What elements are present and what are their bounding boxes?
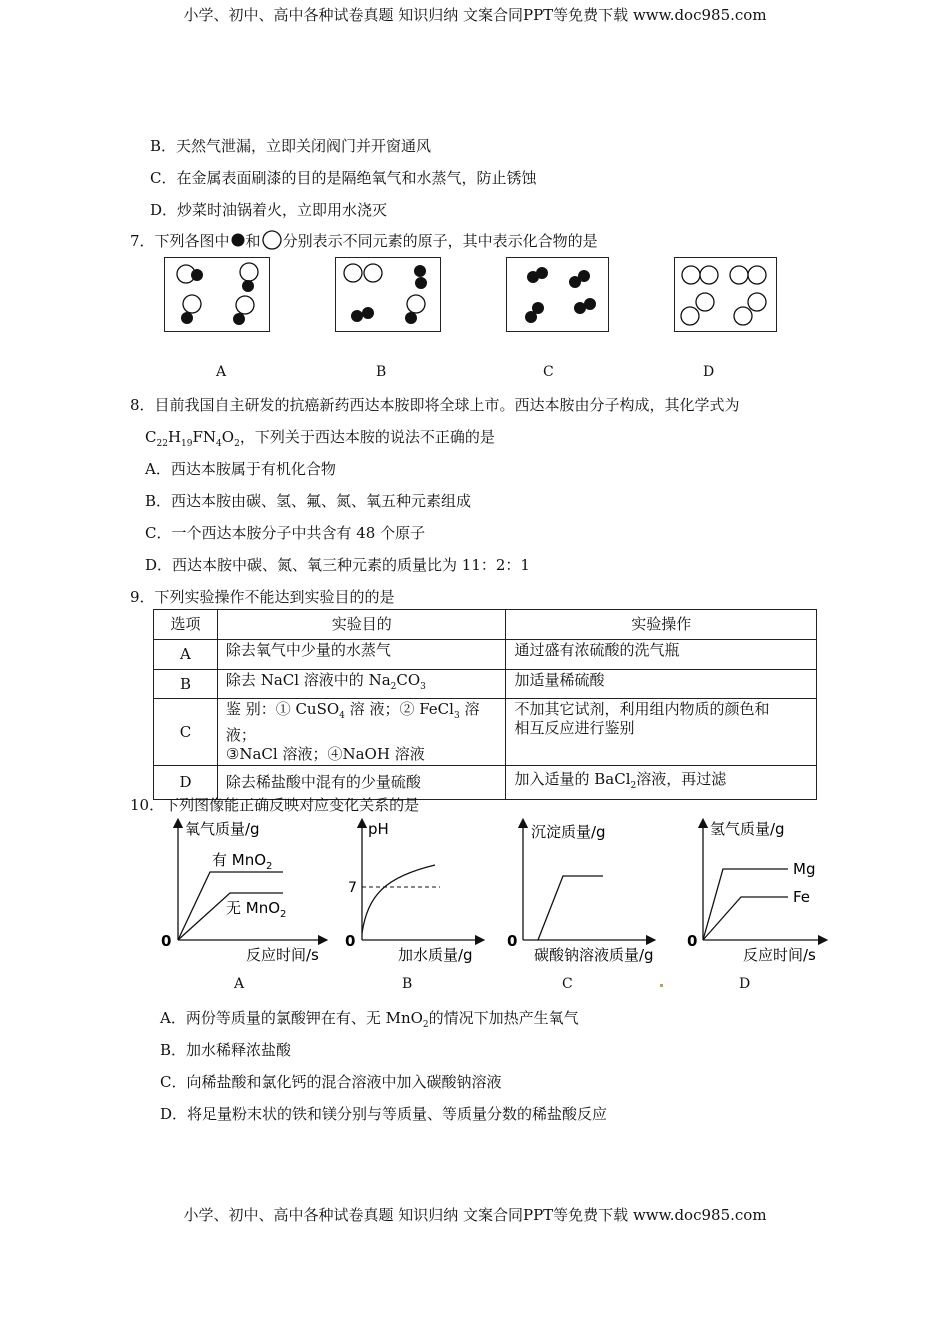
table-header-row (154, 610, 817, 640)
row-c-operation (506, 699, 817, 766)
header-option: 选项 (154, 610, 218, 640)
row-a-option: A (154, 640, 218, 670)
graph-a-origin: 0 (161, 932, 172, 950)
graph-b-ph-curve (362, 865, 435, 933)
q10-option-a-sub: 2 (422, 1020, 429, 1030)
q10-option-a-text-2: 的情况下加热产生氧气 (428, 1009, 579, 1027)
page-footer: 小学、初中、高中各种试卷真题 知识归纳 文案合同PPT等免费下载 www.doc985.com (183, 1206, 767, 1224)
row-b-sub-2: 3 (420, 682, 426, 692)
q10-label-d: D (739, 976, 751, 992)
row-d-op-text: 加入适量的 BaCl (514, 769, 631, 788)
q9-stem: 9．下列实验操作不能达到实验目的的是 (130, 588, 395, 606)
q7-stem-part1: 7．下列各图中 (130, 232, 230, 250)
q10-label-c: C (562, 976, 573, 992)
graph-c-ylabel: 沉淀质量/g (531, 823, 606, 841)
q8-formula-h: H (167, 428, 182, 446)
q8-option-c: C．一个西达本胺分子中共含有 48 个原子 (145, 524, 426, 542)
q10-option-a (160, 1007, 579, 1030)
graph-b (340, 815, 490, 965)
header-purpose: 实验目的 (217, 610, 506, 640)
q7-stem-part2: 和 (245, 232, 261, 250)
graph-d-mg-label: Mg (793, 860, 816, 878)
graph-c (506, 815, 671, 965)
row-c-p1-sub: 4 (339, 711, 345, 721)
row-c-purpose-line3: ③NaCl 溶液；④NaOH 溶液 (225, 745, 425, 763)
q7-diagram-d (674, 257, 777, 332)
graph-c-precipitate-curve (538, 876, 603, 940)
q10-option-a-text: A．两份等质量的氯酸钾在有、无 MnO (160, 1009, 423, 1027)
q8-formula-o: O (221, 428, 235, 446)
q10-option-d: D．将足量粉末状的铁和镁分别与等质量、等质量分数的稀盐酸反应 (160, 1105, 608, 1123)
q10-option-c: C．向稀盐酸和氯化钙的混合溶液中加入碳酸钠溶液 (160, 1073, 502, 1091)
graph-d (683, 815, 843, 965)
q8-formula-c-count: 22 (156, 439, 168, 449)
row-b-option: B (154, 670, 218, 699)
table-row (154, 699, 817, 766)
row-d-purpose: 除去稀盐酸中混有的少量硫酸 (217, 766, 506, 800)
row-c-p2: 溶 液；② FeCl (344, 700, 454, 718)
graph-d-ylabel: 氢气质量/g (710, 820, 785, 838)
q10-label-b: B (402, 976, 413, 992)
q8-formula-c: C (145, 428, 157, 446)
row-b-purpose-text: 除去 NaCl 溶液中的 Na (225, 671, 391, 689)
q8-stem: 8．目前我国自主研发的抗癌新药西达本胺即将全球上市。西达本胺由分子构成，其化学式为 (130, 396, 740, 414)
row-c-operation-line2: 相互反应进行鉴别 (514, 719, 635, 737)
graph-b-xlabel: 加水质量/g (398, 946, 473, 964)
q10-stem: 10．下列图像能正确反映对应变化关系的是 (130, 796, 420, 814)
row-d-operation (506, 766, 817, 800)
q8-stem-2-text: ，下列关于西达本胺的说法不正确的是 (239, 428, 495, 446)
table-row (154, 640, 817, 670)
q7-diagram-b (335, 257, 441, 332)
q7-label-b: B (376, 364, 387, 380)
q10-label-a: A (234, 976, 245, 992)
row-c-purpose (217, 699, 506, 766)
row-c-p1: 鉴 别：① CuSO (225, 700, 340, 718)
row-d-op-text-2: 溶液，再过滤 (636, 769, 727, 788)
row-c-p3: 溶 (459, 700, 480, 718)
q8-stem-2 (145, 426, 495, 449)
q6-option-c: C．在金属表面刷漆的目的是隔绝氧气和水蒸气，防止锈蚀 (150, 169, 537, 187)
stray-mark (660, 984, 663, 987)
row-c-operation-line1: 不加其它试剂，利用组内物质的颜色和 (514, 700, 770, 718)
graph-d-xlabel: 反应时间/s (743, 946, 816, 964)
header-operation: 实验操作 (506, 610, 817, 640)
q6-option-d: D．炒菜时油锅着火，立即用水浇灭 (150, 201, 388, 219)
row-b-sub-1: 2 (390, 682, 397, 692)
q10-option-b: B．加水稀释浓盐酸 (160, 1041, 292, 1059)
q8-option-a: A．西达本胺属于有机化合物 (145, 460, 336, 478)
q9-table (153, 609, 817, 800)
graph-b-origin: 0 (345, 932, 356, 950)
graph-b-tick-7: 7 (348, 880, 357, 896)
graph-a-curve2-label: 无 MnO$_2$ (226, 899, 287, 920)
q6-option-b: B．天然气泄漏，立即关闭阀门并开窗通风 (150, 137, 432, 155)
row-c-purpose-line2: 液； (225, 726, 256, 744)
row-d-option: D (154, 766, 218, 800)
graph-d-origin: 0 (687, 932, 698, 950)
graph-d-fe-label: Fe (793, 888, 811, 906)
graph-c-origin: 0 (507, 932, 518, 950)
row-b-purpose (217, 670, 506, 699)
row-c-purpose-line1 (226, 700, 498, 726)
table-row (154, 670, 817, 699)
graph-a-ylabel: 氧气质量/g (185, 820, 260, 838)
q7-label-d: D (703, 364, 715, 380)
q7-label-c: C (543, 364, 554, 380)
q8-option-b: B．西达本胺由碳、氢、氟、氮、氧五种元素组成 (145, 492, 472, 510)
graph-a (158, 815, 328, 965)
q7-stem-part3: 分别表示不同元素的原子，其中表示化合物的是 (282, 232, 598, 250)
graph-d-fe-curve (703, 897, 788, 940)
q8-formula-n-count: 4 (216, 439, 222, 449)
q8-formula-h-count: 19 (181, 439, 193, 449)
graph-a-xlabel: 反应时间/s (246, 946, 319, 964)
q7-label-a: A (216, 364, 227, 380)
row-c-p2-sub: 3 (453, 711, 460, 721)
q8-option-d: D．西达本胺中碳、氮、氧三种元素的质量比为 11：2：1 (145, 556, 530, 574)
row-c-option: C (154, 699, 218, 766)
graph-d-mg-curve (703, 869, 788, 940)
q8-formula-o-count: 2 (234, 439, 240, 449)
row-b-operation: 加适量稀硫酸 (506, 670, 817, 699)
q7-diagram-a (164, 257, 270, 332)
graph-a-curve1-label: 有 MnO$_2$ (212, 851, 273, 872)
q7-diagram-c (506, 257, 609, 332)
row-a-operation: 通过盛有浓硫酸的洗气瓶 (506, 640, 817, 670)
white-atom-icon (261, 229, 283, 251)
graph-b-ylabel: pH (368, 820, 389, 838)
black-atom-icon (230, 232, 246, 248)
q7-stem (130, 229, 598, 251)
row-a-purpose: 除去氧气中少量的水蒸气 (217, 640, 506, 670)
q8-formula-fn: FN (192, 428, 217, 446)
row-b-purpose-co: CO (396, 671, 421, 689)
graph-c-xlabel: 碳酸钠溶液质量/g (534, 946, 654, 964)
row-d-op-sub: 2 (630, 780, 637, 791)
page-header: 小学、初中、高中各种试卷真题 知识归纳 文案合同PPT等免费下载 www.doc985.com (183, 6, 767, 24)
